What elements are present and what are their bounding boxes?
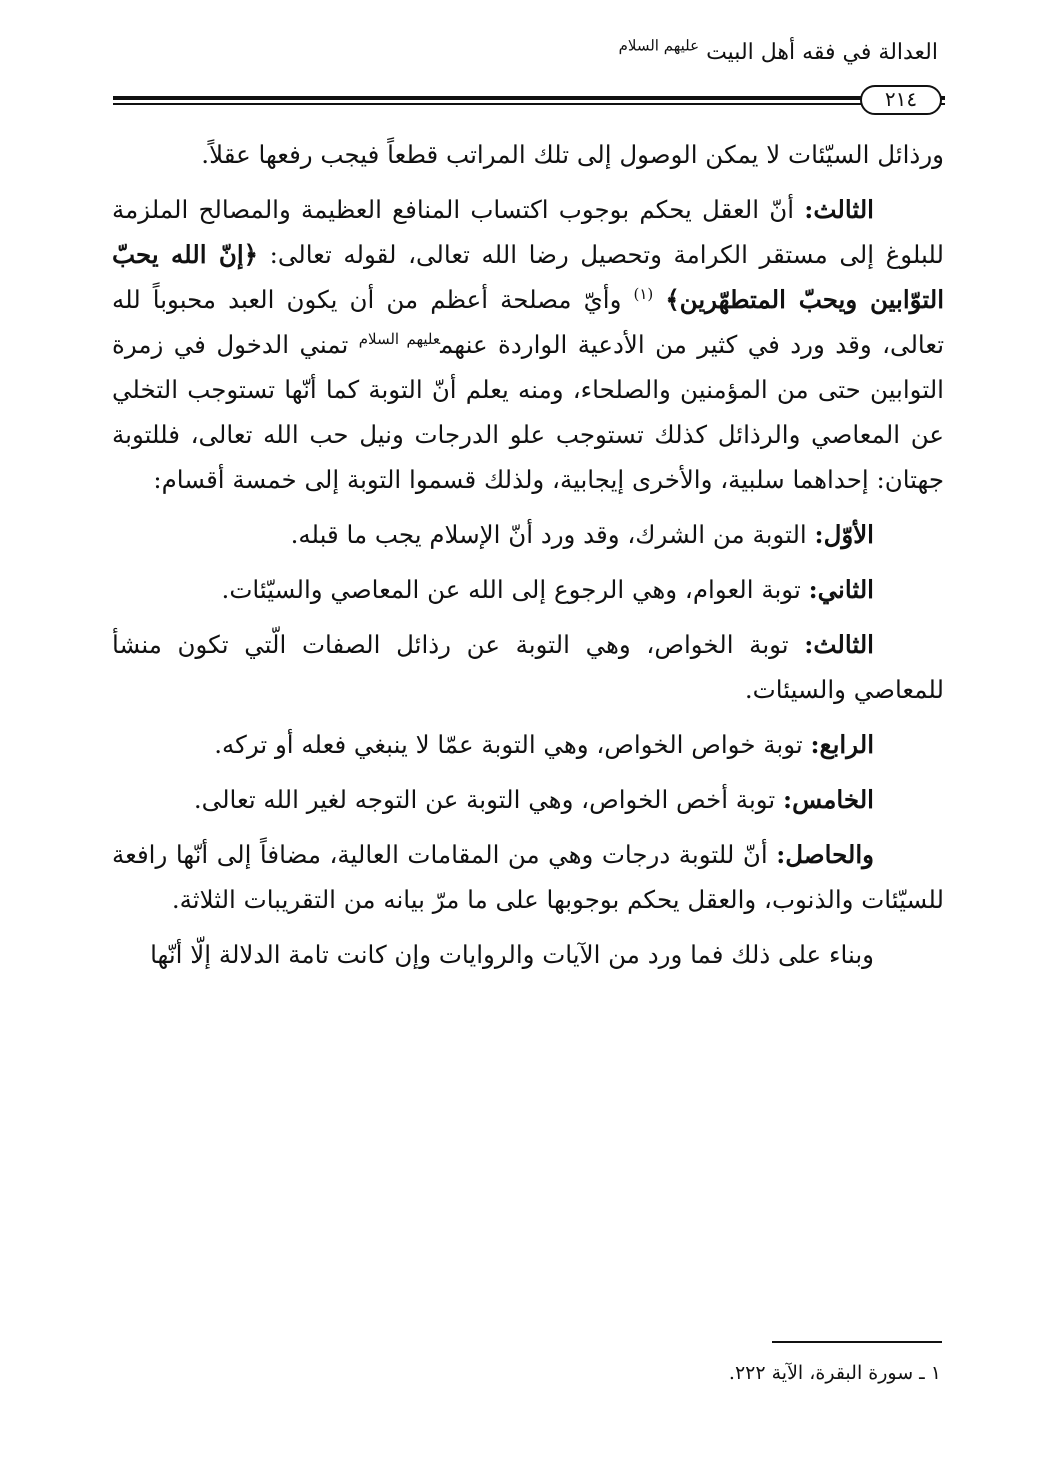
body-text <box>112 132 944 977</box>
footnote: ١ ـ سورة البقرة، الآية ٢٢٢. <box>728 1362 941 1384</box>
header-rule <box>113 94 945 108</box>
list-item-lead: الثاني: <box>808 575 874 604</box>
list-item-fourth <box>112 722 944 767</box>
quran-verse: ﴿إنّ الله يحبّ التوّابين ويحبّ المتطهّرين﴾ <box>112 240 944 314</box>
running-header <box>618 36 938 65</box>
honorific-mark: عليهم السلام <box>618 36 700 55</box>
list-item-second <box>112 567 944 612</box>
paragraph-continuation <box>112 932 944 977</box>
paragraph-lead: والحاصل: <box>776 840 874 869</box>
list-item-text: توبة الخواص، وهي التوبة عن رذائل الصفات الّتي تكون منشأ للمعاصي والسيئات. <box>112 630 944 704</box>
paragraph-text: وبناء على ذلك فما ورد من الآيات والروايات وإن كانت تامة الدلالة إلّا أنّها <box>150 940 874 969</box>
paragraph-lead: الثالث: <box>804 195 874 224</box>
list-item-text: توبة خواص الخواص، وهي التوبة عمّا لا ينبغي فعله أو تركه. <box>214 730 811 759</box>
list-item-text: توبة العوام، وهي الرجوع إلى الله عن المعاصي والسيّئات. <box>221 575 809 604</box>
paragraph-intro <box>112 132 944 177</box>
running-title: العدالة في فقه أهل البيت <box>706 40 938 65</box>
paragraph-intro-text: ورذائل السيّئات لا يمكن الوصول إلى تلك المراتب قطعاً فيجب رفعها عقلاً. <box>201 140 944 169</box>
list-item-fifth <box>112 777 944 822</box>
list-item-first <box>112 512 944 557</box>
header-rule-thick <box>113 96 945 100</box>
list-item-text: التوبة من الشرك، وقد ورد أنّ الإسلام يجب ما قبله. <box>290 520 815 549</box>
list-item-lead: الثالث: <box>804 630 874 659</box>
list-item-text: توبة أخص الخواص، وهي التوبة عن التوجه لغير الله تعالى. <box>193 785 784 814</box>
list-item-lead: الخامس: <box>783 785 874 814</box>
page-number: ٢١٤ <box>860 85 942 115</box>
list-item-third <box>112 622 944 712</box>
paragraph-third-reason <box>112 187 944 502</box>
footnote-ref: (١) <box>633 284 654 303</box>
paragraph-text: وأيّ مصلحة أعظم من أن يكون العبد محبوباً لله تعالى، وقد ورد في كثير من الأدعية الواردة عنهم <box>112 285 945 359</box>
paragraph-text: تمني الدخول في زمرة التوابين حتى من المؤمنين والصلحاء، ومنه يعلم أنّ التوبة كما أنّها تستوجب التخلي عن المعاصي والرذائل كذلك تستوجب علو الدرجات ونيل حب الله تعالى، فللتوبة جهتان: إحداهما سلبية، والأخرى إيجابية، ولذلك قسموا التوبة إلى خمسة أقسام: <box>112 330 944 494</box>
honorific-mark: عليهم السلام <box>358 329 441 348</box>
paragraph-text: أنّ للتوبة درجات وهي من المقامات العالية، مضافاً إلى أنّها رافعة للسيّئات والذنوب، والعقل يحكم بوجوبها على ما مرّ بيانه من التقريبات الثلاثة. <box>112 840 944 914</box>
list-item-lead: الأوّل: <box>814 520 874 549</box>
header-rule-thin <box>113 103 945 105</box>
paragraph-summary <box>112 832 944 922</box>
list-item-lead: الرابع: <box>810 730 874 759</box>
footnote-separator <box>772 1341 942 1343</box>
paragraph-text: أنّ العقل يحكم بوجوب اكتساب المنافع العظيمة والمصالح الملزمة للبلوغ إلى مستقر الكرامة وتحصيل رضا الله تعالى، لقوله تعالى: <box>112 195 944 269</box>
